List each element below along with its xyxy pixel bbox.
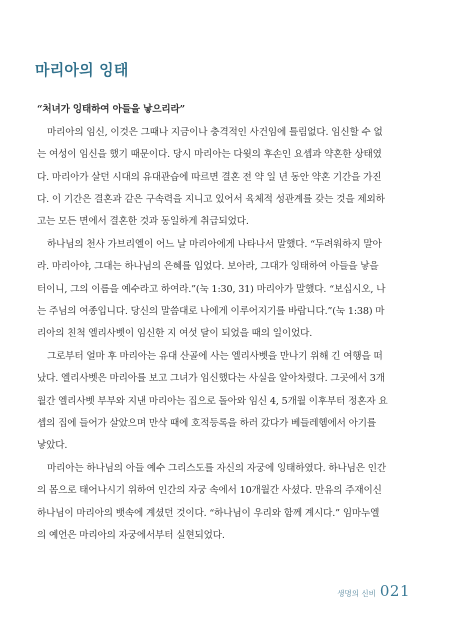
text-line: 낳았다. <box>37 440 68 452</box>
text-line: 마리아의 임신, 이것은 그때나 지금이나 충격적인 사건임에 틀림없다. 임신할 수 없 <box>47 127 383 139</box>
paragraph-3 <box>37 346 413 457</box>
text-line: 그로부터 얼마 후 마리아는 유대 산골에 사는 엘리사벳을 만나기 위해 긴 여행을 떠 <box>47 351 383 363</box>
text-line: 는 주님의 여종입니다. 당신의 말씀대로 나에게 이루어지기를 바랍니다.”(눅 1:38) 마 <box>37 305 385 317</box>
text-line: 셉의 집에 들어가 살았으며 만삭 때에 호적등록을 하러 갔다가 베들레헴에서 아기를 <box>37 417 376 429</box>
body-text <box>37 99 413 548</box>
text-line: 의 몸으로 태어나시기 위하여 인간의 자궁 속에서 10개월간 사셨다. 만유의 주재이신 <box>37 485 382 497</box>
text-line: 는 여성이 임신을 했기 때문이다. 당시 마리아는 다윗의 후손인 요셉과 약혼한 상태였 <box>37 149 382 161</box>
text-line: 고는 모든 면에서 결혼한 것과 동일하게 취급되었다. <box>37 216 249 228</box>
text-line: 마리아는 하나님의 아들 예수 그리스도를 자신의 자궁에 잉태하였다. 하나님은 인간 <box>47 463 386 475</box>
text-line: 하나님의 천사 가브리엘이 어느 날 마리아에게 나타나서 말했다. “두려워하지 말아 <box>47 239 382 251</box>
paragraph-1 <box>37 122 413 233</box>
text-line: 다. 이 기간은 결혼과 같은 구속력을 지니고 있어서 육체적 성관계를 갖는 것을 제외하 <box>37 193 385 205</box>
paragraph-2 <box>37 234 413 345</box>
text-line: 터이니, 그의 이름을 예수라고 하여라.”(눅 1:30, 31) 마리아가 말했다. “보십시오, 나 <box>37 283 386 295</box>
text-line: 월간 엘리사벳 부부와 지낸 마리아는 집으로 돌아와 임신 4, 5개월 이후부터 정혼자 요 <box>37 395 388 407</box>
text-line: 하나님이 마리아의 뱃속에 계셨던 것이다. “하나님이 우리와 함께 계시다.” 임마누엘 <box>37 507 380 519</box>
text-line: 라. 마리아야, 그대는 하나님의 은혜를 입었다. 보아라, 그대가 잉태하여 아들을 낳을 <box>37 261 379 273</box>
page-footer <box>337 582 410 600</box>
text-line: 다. 마리아가 살던 시대의 유대관습에 따르면 결혼 전 약 일 년 동안 약혼 기간을 가진 <box>37 171 382 183</box>
page-number: 021 <box>379 582 410 600</box>
paragraph-4 <box>37 458 413 547</box>
text-line: 났다. 엘리사벳은 마리아를 보고 그녀가 임신했다는 사실을 알아차렸다. 그곳에서 3개 <box>37 373 385 385</box>
running-footer-label: 생명의 신비 <box>337 589 376 598</box>
text-line: 리아의 친척 엘리사벳이 임신한 지 여섯 달이 되었을 때의 일이었다. <box>37 328 313 340</box>
text-line: 의 예언은 마리아의 자궁에서부터 실현되었다. <box>37 529 225 541</box>
epigraph: “처녀가 잉태하여 아들을 낳으리라” <box>37 104 185 115</box>
chapter-title: 마리아의 잉태 <box>35 61 129 79</box>
